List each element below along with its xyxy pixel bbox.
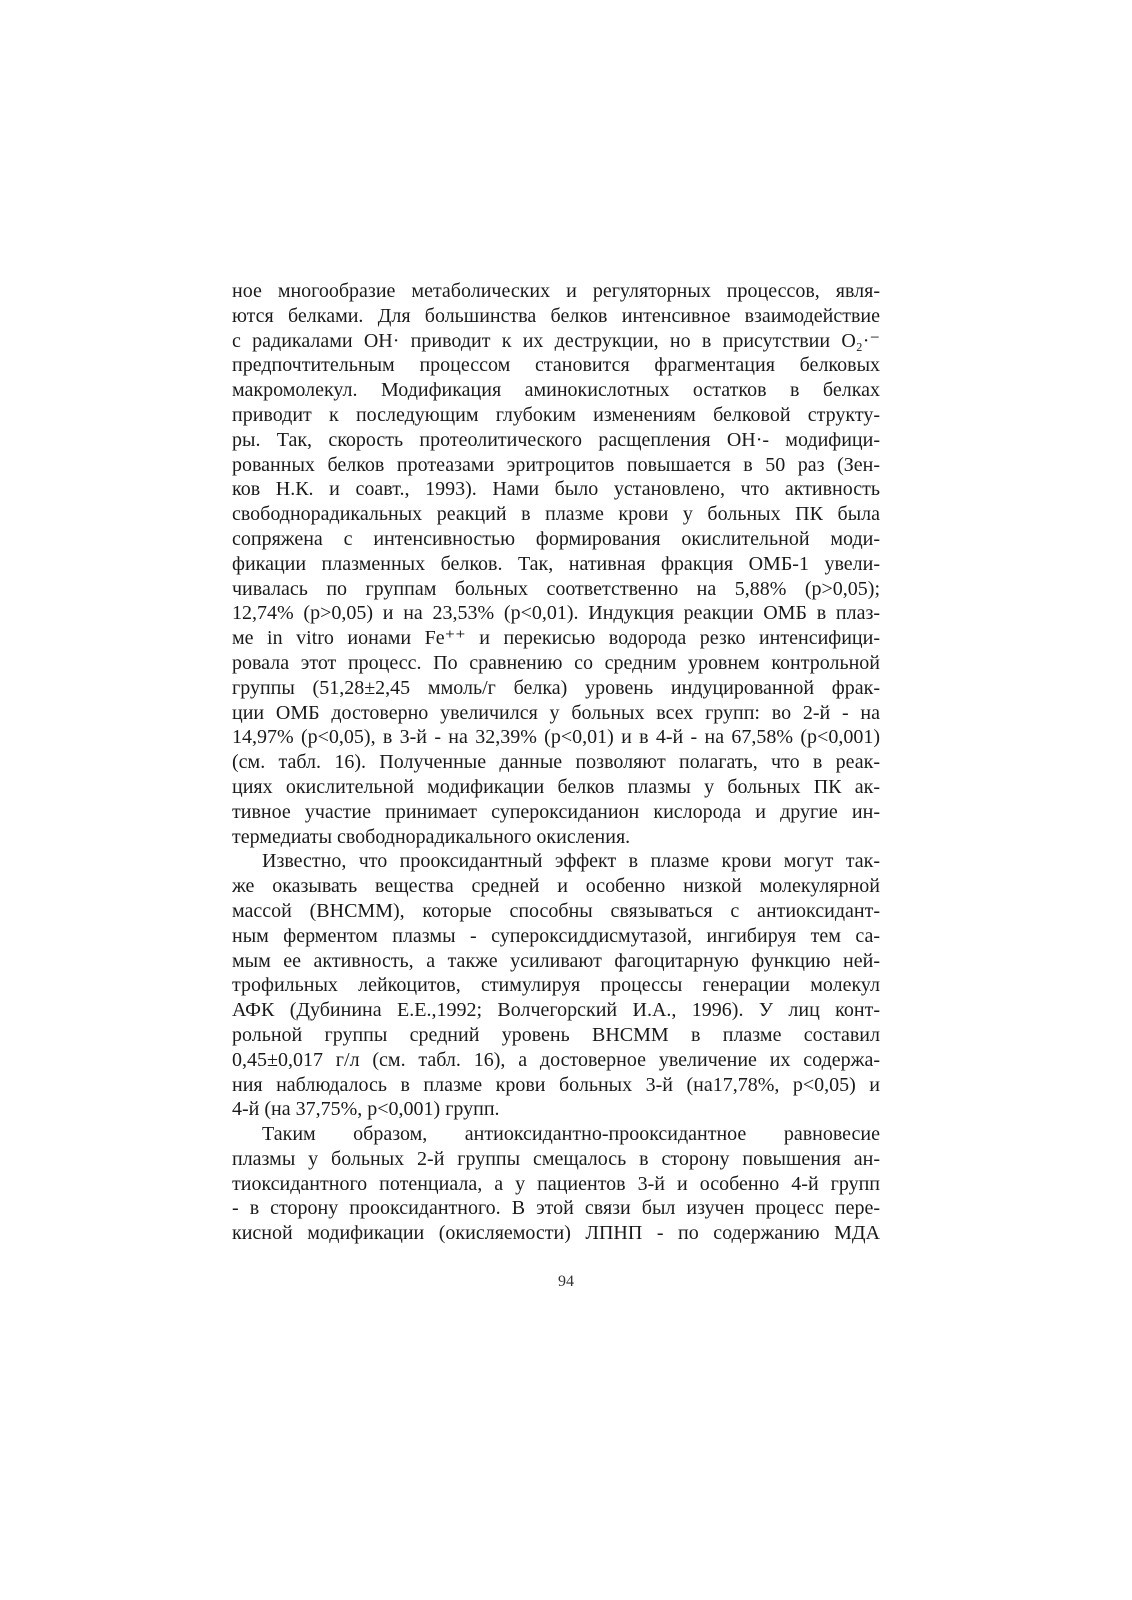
text-line: фикации плазменных белков. Так, нативная фракция ОМБ-1 увели- — [232, 552, 880, 575]
body-text — [232, 279, 880, 1246]
text-line: ное многообразие метаболических и регуляторных процессов, явля- — [232, 280, 880, 302]
text-line: плазмы у больных 2-й группы смещалось в сторону повышения ан- — [232, 1147, 880, 1170]
text-line: 12,74% (р>0,05) и на 23,53% (р<0,01). Индукция реакции ОМБ в плаз- — [232, 602, 880, 625]
page-number: 94 — [558, 1273, 574, 1290]
text-line: 0,45±0,017 г/л (см. табл. 16), а достоверное увеличение их содержа- — [232, 1048, 880, 1071]
text-line: мым ее активность, а также усиливают фагоцитарную функцию ней- — [232, 949, 880, 972]
text-line: трофильных лейкоцитов, стимулируя процессы генерации молекул — [232, 974, 880, 997]
text-line: - в сторону прооксидантного. В этой связи был изучен процесс пере- — [232, 1197, 880, 1220]
text-line: АФК (Дубинина Е.Е.,1992; Волчегорский И.А., 1996). У лиц конт- — [232, 999, 880, 1022]
text-line: 4-й (на 37,75%, р<0,001) групп. — [232, 1098, 500, 1121]
text-line: ются белками. Для большинства белков интенсивное взаимодействие — [232, 304, 880, 327]
text-line: ния наблюдалось в плазме крови больных 3-й (на17,78%, р<0,05) и — [232, 1073, 880, 1096]
text-line: сопряжена с интенсивностью формирования окислительной моди- — [232, 527, 880, 550]
text-line: ции ОМБ достоверно увеличился у больных всех групп: во 2-й - на — [232, 701, 880, 724]
text-line: кисной модификации (окисляемости) ЛПНП - по содержанию МДА — [232, 1222, 880, 1245]
text-line: ков Н.К. и соавт., 1993). Нами было установлено, что активность — [232, 478, 880, 501]
text-line: термедиаты свободнорадикального окисления. — [232, 825, 631, 848]
text-line: рольной группы средний уровень ВНСММ в плазме составил — [232, 1023, 880, 1046]
text-line: ме in vitro ионами Fe⁺⁺ и перекисью водорода резко интенсифици- — [232, 627, 880, 650]
text-line: Известно, что прооксидантный эффект в плазме крови могут так- — [262, 850, 880, 873]
text-line: массой (ВНСММ), которые способны связываться с антиоксидант- — [232, 899, 880, 922]
text-line: приводит к последующим глубоким изменениям белковой структу- — [232, 403, 880, 426]
text-line: с радикалами ОН· приводит к их деструкции, но в присутствии O₂·⁻ — [232, 329, 880, 352]
text-line: тивное участие принимает супероксиданион кислорода и другие ин- — [232, 800, 880, 823]
text-line: 14,97% (р<0,05), в 3-й - на 32,39% (р<0,01) и в 4-й - на 67,58% (р<0,001) — [232, 726, 880, 749]
text-line: предпочтительным процессом становится фрагментация белковых — [232, 354, 880, 377]
text-line: группы (51,28±2,45 ммоль/г белка) уровень индуцированной фрак- — [232, 676, 880, 699]
text-line: ровала этот процесс. По сравнению со средним уровнем контрольной — [232, 651, 880, 674]
text-line: тиоксидантного потенциала, а у пациентов 3-й и особенно 4-й групп — [232, 1172, 880, 1195]
text-line: свободнорадикальных реакций в плазме крови у больных ПК была — [232, 503, 880, 526]
text-line: чивалась по группам больных соответственно на 5,88% (р>0,05); — [232, 577, 880, 600]
text-line: макромолекул. Модификация аминокислотных остатков в белках — [232, 379, 880, 402]
text-line: же оказывать вещества средней и особенно низкой молекулярной — [232, 875, 880, 898]
text-line: циях окислительной модификации белков плазмы у больных ПК ак- — [232, 775, 880, 798]
text-line: ным ферментом плазмы - супероксиддисмутазой, ингибируя тем са- — [232, 924, 880, 947]
text-line: Таким образом, антиоксидантно-прооксидантное равновесие — [262, 1123, 880, 1146]
text-line: (см. табл. 16). Полученные данные позволяют полагать, что в реак- — [232, 751, 880, 774]
text-line: рованных белков протеазами эритроцитов повышается в 50 раз (Зен- — [232, 453, 880, 476]
text-line: ры. Так, скорость протеолитического расщепления ОН·- модифици- — [232, 428, 880, 451]
